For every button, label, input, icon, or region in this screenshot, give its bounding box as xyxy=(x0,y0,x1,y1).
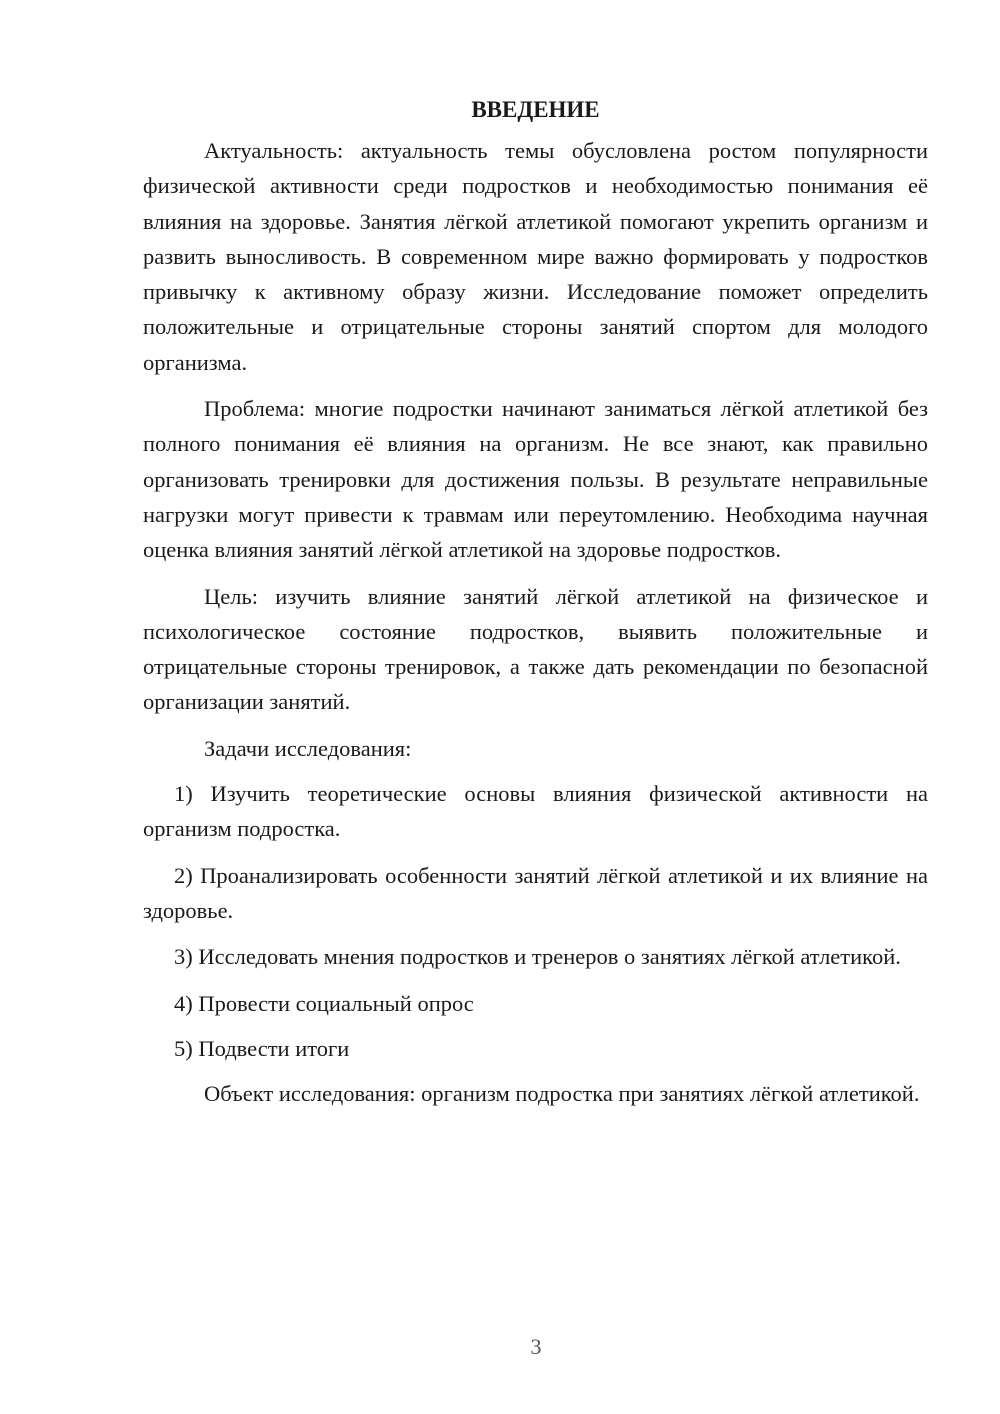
paragraph-object: Объект исследования: организм подростка при занятиях лёгкой атлетикой. xyxy=(204,1081,920,1107)
paragraph-problem: Проблема: многие подростки начинают заниматься лёгкой атлетикой без полного понимания её влияния на организм. Не все знают, как правильно организовать тренировки для достижения пользы. В результате неправильные нагрузки могут привести к травмам или переутомлению. Необходима научная оценка влияния занятий лёгкой атлетикой на здоровье подростков. xyxy=(143,396,928,563)
task-item-3: 3) Исследовать мнения подростков и тренеров о занятиях лёгкой атлетикой. xyxy=(174,944,901,970)
task-item-1: 1) Изучить теоретические основы влияния физической активности на организм подростка. xyxy=(143,781,928,842)
task-item-2: 2) Проанализировать особенности занятий лёгкой атлетикой и их влияние на здоровье. xyxy=(143,862,928,923)
task-item-5: 5) Подвести итоги xyxy=(174,1035,350,1061)
document-page xyxy=(143,92,928,1122)
tasks-heading: Задачи исследования: xyxy=(204,735,412,761)
section-title: ВВЕДЕНИЕ xyxy=(471,97,600,122)
paragraph-relevance: Актуальность: актуальность темы обусловлена ростом популярности физической активности среди подростков и необходимостью понимания её влияния на здоровье. Занятия лёгкой атлетикой помогают укрепить организм и развить выносливость. В современном мире важно формировать у подростков привычку к активному образу жизни. Исследование поможет определить положительные и отрицательные стороны занятий спортом для молодого организма. xyxy=(143,138,928,375)
page-number: 3 xyxy=(530,1334,542,1359)
paragraph-goal: Цель: изучить влияние занятий лёгкой атлетикой на физическое и психологическое состояние подростков, выявить положительные и отрицательные стороны тренировок, а также дать рекомендации по безопасной организации занятий. xyxy=(143,583,928,715)
task-item-4: 4) Провести социальный опрос xyxy=(174,990,474,1016)
